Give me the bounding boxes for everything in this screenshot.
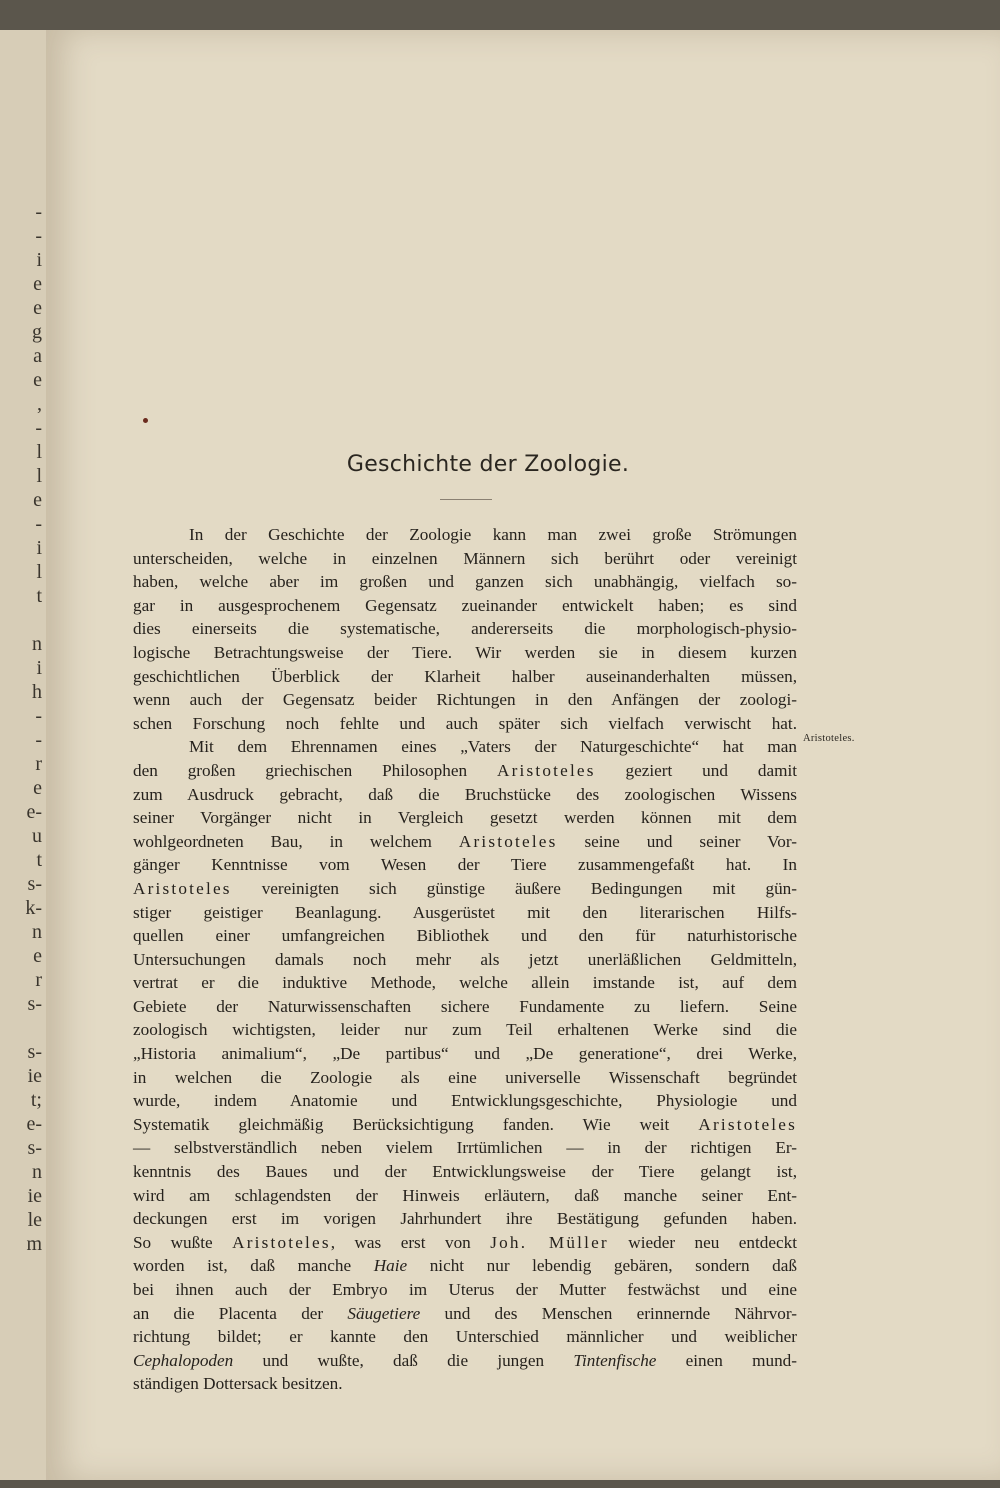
text-segment: wird am schlagendsten der Hinweis erläutern, daß manche seiner Ent-	[133, 1185, 797, 1205]
body-text	[133, 523, 797, 1396]
text-segment: — selbstverständlich neben vielem Irrtümlichen — in der richtigen Er-	[133, 1138, 797, 1158]
previous-page-glyph: -	[35, 705, 42, 727]
text-line	[133, 877, 797, 901]
text-line	[133, 995, 797, 1019]
text-line	[133, 924, 797, 948]
text-line	[133, 783, 797, 807]
previous-page-glyph: e	[33, 297, 42, 319]
previous-page-glyph: i	[36, 537, 42, 559]
spaced-name: Aristoteles	[458, 831, 558, 851]
text-line	[133, 617, 797, 641]
previous-page-glyph: -	[35, 201, 42, 223]
text-line	[133, 1066, 797, 1090]
text-segment: an die Placenta der	[133, 1303, 348, 1323]
text-segment: bei ihnen auch der Embryo im Uterus der Mutter festwächst und eine	[133, 1280, 797, 1299]
text-segment: gar in ausgesprochenem Gegensatz zueinander entwickelt haben; es sind	[133, 595, 797, 615]
text-line	[133, 1042, 797, 1066]
text-segment: wohlgeordneten Bau, in welchem	[133, 831, 459, 851]
text-line	[133, 1254, 797, 1278]
margin-note: Aristoteles.	[803, 733, 855, 744]
text-segment: Mit dem Ehrennamen eines „Vaters der Naturgeschichte“ hat man	[189, 737, 797, 757]
emphasis-text: Tintenfische	[573, 1350, 657, 1370]
spaced-name: Joh. Müller	[490, 1232, 609, 1252]
previous-page-glyph: a	[33, 345, 42, 367]
text-line	[133, 1302, 797, 1326]
text-segment: haben, welche aber im großen und ganzen sich unabhängig, vielfach so-	[133, 572, 797, 592]
text-line	[133, 641, 797, 665]
text-line	[133, 1325, 797, 1349]
previous-page-glyph: e-	[26, 801, 42, 823]
previous-page-glyph: n	[32, 921, 42, 943]
text-segment: wieder neu entdeckt	[608, 1232, 798, 1252]
text-segment: dies einerseits die systematische, andererseits die morphologisch-physio-	[133, 619, 797, 639]
text-segment: nicht nur lebendig gebären, sondern daß	[407, 1256, 797, 1276]
previous-page-glyph: ie	[27, 1185, 42, 1207]
previous-page-glyph: r	[35, 969, 42, 991]
text-segment: quellen einer umfangreichen Bibliothek und den für naturhistorische	[133, 926, 797, 946]
text-segment: wurde, indem Anatomie und Entwicklungsgeschichte, Physiologie und	[133, 1091, 797, 1111]
text-segment: und wußte, daß die jungen	[233, 1350, 574, 1370]
previous-page-glyph: r	[35, 753, 42, 775]
text-segment: den großen griechischen Philosophen	[133, 760, 497, 780]
text-line	[133, 1136, 797, 1160]
previous-page-glyph: i	[36, 249, 42, 271]
text-segment: So wußte	[133, 1232, 233, 1252]
previous-page-glyph: l	[36, 441, 42, 463]
previous-page-glyph: e	[33, 273, 42, 295]
previous-page-glyph: g	[32, 321, 42, 343]
text-segment: Untersuchungen damals noch mehr als jetzt unerläßlichen Geldmitteln,	[133, 949, 797, 969]
previous-page-glyph: n	[32, 1161, 42, 1183]
text-segment: seiner Vorgänger nicht in Vergleich gesetzt werden können mit dem	[133, 808, 797, 828]
previous-page-glyph	[2, 1016, 42, 1040]
text-segment: deckungen erst im vorigen Jahrhundert ihre Bestätigung gefunden haben.	[133, 1209, 797, 1229]
previous-page-glyph: l	[36, 561, 42, 583]
previous-page-glyph: k-	[25, 897, 42, 919]
text-segment: „Historia animalium“, „De partibus“ und „De generatione“, drei Werke,	[133, 1044, 797, 1064]
text-segment: wenn auch der Gegensatz beider Richtungen in den Anfängen der zoologi-	[133, 690, 797, 710]
text-line	[133, 1349, 797, 1373]
text-segment: geschichtlichen Überblick der Klarheit halber auseinanderhalten müssen,	[133, 666, 797, 686]
previous-page-glyph: -	[35, 225, 42, 247]
text-line	[133, 971, 797, 995]
previous-page-glyphs	[2, 200, 42, 1256]
spaced-name: Aristoteles	[698, 1114, 797, 1134]
previous-page-glyph: u	[32, 825, 42, 847]
text-line	[133, 1018, 797, 1042]
previous-page-glyph: s-	[27, 1041, 42, 1063]
text-segment: Systematik gleichmäßig Berücksichtigung fanden. Wie weit	[133, 1114, 699, 1134]
text-line	[133, 759, 797, 783]
previous-page-glyph: e	[33, 369, 42, 391]
text-line	[133, 806, 797, 830]
text-segment: geziert und damit	[595, 760, 797, 780]
text-segment: vertrat er die induktive Methode, welche allein imstande ist, auf dem	[133, 973, 797, 993]
previous-page-glyph: s-	[27, 1137, 42, 1159]
text-segment: schen Forschung noch fehlte und auch später sich vielfach verwischt hat.	[133, 713, 797, 733]
text-segment: vereinigten sich günstige äußere Bedingungen mit gün-	[231, 878, 797, 898]
text-line	[133, 1231, 797, 1255]
text-line	[133, 1184, 797, 1208]
text-segment: In der Geschichte der Zoologie kann man zwei große Strömungen	[189, 525, 797, 544]
text-line	[133, 1278, 797, 1302]
previous-page-glyph: t	[36, 849, 42, 871]
text-line	[133, 1113, 797, 1137]
previous-page-glyph: -	[35, 417, 42, 439]
text-segment: stiger geistiger Beanlagung. Ausgerüstet mit den literarischen Hilfs-	[133, 902, 797, 922]
spaced-name: Aristoteles	[133, 878, 232, 898]
text-line	[133, 830, 797, 854]
previous-page-glyph: t	[36, 585, 42, 607]
previous-page-glyph: -	[35, 729, 42, 751]
text-segment: in welchen die Zoologie als eine universelle Wissenschaft begründet	[133, 1067, 797, 1087]
text-line	[133, 1207, 797, 1231]
text-line	[133, 547, 797, 571]
text-line	[133, 523, 797, 547]
previous-page-glyph	[2, 608, 42, 632]
previous-page-glyph: ,	[37, 393, 42, 415]
emphasis-text: Säugetiere	[347, 1303, 421, 1323]
text-segment: unterscheiden, welche in einzelnen Männern sich berührt oder vereinigt	[133, 548, 797, 568]
ink-spot	[143, 418, 148, 423]
previous-page-glyph: i	[36, 657, 42, 679]
spaced-name: Aristoteles	[232, 1232, 331, 1252]
text-line	[133, 1372, 797, 1396]
text-line	[133, 1089, 797, 1113]
text-line	[133, 594, 797, 618]
previous-page-glyph: t;	[30, 1089, 42, 1111]
text-line	[133, 948, 797, 972]
previous-page-edge	[0, 30, 48, 1480]
previous-page-glyph: e	[33, 945, 42, 967]
previous-page-glyph: le	[27, 1209, 42, 1231]
previous-page-glyph: ie	[27, 1065, 42, 1087]
text-line	[133, 570, 797, 594]
text-segment: gänger Kenntnisse vom Wesen der Tiere zusammengefaßt hat. In	[133, 855, 797, 875]
title-rule	[440, 499, 492, 500]
text-segment: worden ist, daß manche	[133, 1256, 374, 1276]
previous-page-glyph: m	[26, 1233, 42, 1255]
text-segment: zum Ausdruck gebracht, daß die Bruchstücke des zoologischen Wissens	[133, 784, 797, 804]
previous-page-glyph: s-	[27, 993, 42, 1015]
text-segment: seine und seiner Vor-	[557, 831, 797, 851]
previous-page-glyph: s-	[27, 873, 42, 895]
text-line	[133, 735, 797, 759]
text-segment: Gebiete der Naturwissenschaften sichere Fundamente zu liefern. Seine	[133, 996, 797, 1016]
previous-page-glyph: e	[33, 489, 42, 511]
previous-page-glyph: e	[33, 777, 42, 799]
text-segment: einen mund-	[656, 1350, 797, 1370]
page-title: Geschichte der Zoologie.	[346, 452, 630, 477]
emphasis-text: Haie	[373, 1256, 408, 1276]
text-line	[133, 1160, 797, 1184]
text-segment: und des Menschen erinnernde Nährvor-	[420, 1303, 797, 1323]
text-segment: richtung bildet; er kannte den Unterschied männlicher und weiblicher	[133, 1327, 797, 1347]
text-segment: ständigen Dottersack besitzen.	[133, 1374, 343, 1394]
previous-page-glyph: -	[35, 513, 42, 535]
text-line	[133, 712, 797, 736]
text-segment: , was erst von	[330, 1232, 491, 1252]
text-segment: zoologisch wichtigsten, leider nur zum Teil erhaltenen Werke sind die	[133, 1020, 797, 1040]
text-segment: kenntnis des Baues und der Entwicklungsweise der Tiere gelangt ist,	[133, 1162, 797, 1182]
text-line	[133, 665, 797, 689]
emphasis-text: Cephalopoden	[133, 1350, 234, 1370]
previous-page-glyph: n	[32, 633, 42, 655]
previous-page-glyph: l	[36, 465, 42, 487]
previous-page-glyph: e-	[26, 1113, 42, 1135]
spaced-name: Aristoteles	[496, 760, 596, 780]
text-segment: logische Betrachtungsweise der Tiere. Wir werden sie in diesem kurzen	[133, 642, 797, 662]
text-line	[133, 853, 797, 877]
text-line	[133, 688, 797, 712]
text-line	[133, 901, 797, 925]
previous-page-glyph: h	[32, 681, 42, 703]
